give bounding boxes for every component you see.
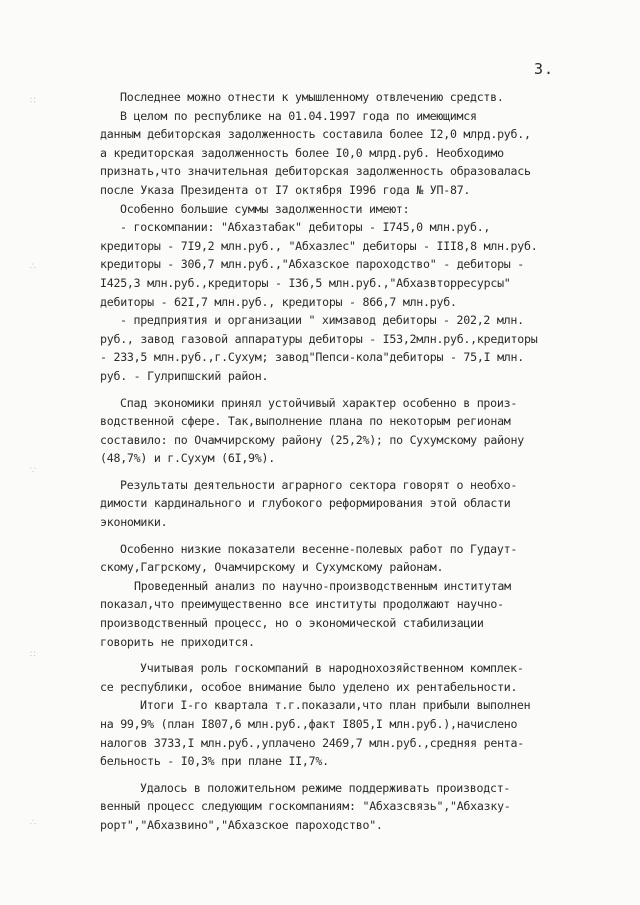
text-line: се республики, особое внимание было уделено их рентабельности. <box>100 679 518 694</box>
paragraph <box>100 218 600 311</box>
text-line: руб. - Гулрипшский район. <box>100 368 269 383</box>
text-line: составило: по Очамчирскому району (25,2%); по Сухумскому району <box>100 432 524 447</box>
paragraph <box>100 394 600 468</box>
paragraph <box>100 577 600 651</box>
text-line: - 233,5 млн.руб.,г.Сухум; завод"Пепси-кола"дебиторы - 75,I млн. <box>100 350 524 365</box>
text-line: димости кардинального и глубокого реформирования этой области <box>100 496 511 511</box>
paragraph <box>100 88 600 107</box>
text-line: венный процесс следующим госкомпаниям: "Абхазсвязь","Абхазку- <box>100 799 511 814</box>
text-line: Проведенный анализ по научно-производственным институтам <box>134 578 511 593</box>
text-line: бельность - I0,3% при плане II,7%. <box>100 754 329 769</box>
text-line: - госкомпании: "Абхазтабак" дебиторы - I745,0 млн.руб., <box>120 220 491 235</box>
paragraph-gap <box>100 651 600 659</box>
text-line: налогов 3733,I млн.руб.,уплачено 2469,7 млн.руб.,средняя рента- <box>100 735 524 750</box>
text-line: кредиторы - 7I9,2 млн.руб., "Абхазлес" дебиторы - III8,8 млн.руб. <box>100 238 538 253</box>
paragraph <box>100 311 600 385</box>
text-line: экономики. <box>100 515 168 530</box>
scan-mark: ∵ <box>30 466 36 476</box>
text-line: показал,что преимущественно все институты продолжают научно- <box>100 597 504 612</box>
text-line: В целом по республике на 01.04.1997 года по имеющимся <box>120 108 477 123</box>
scan-mark: ∷ <box>30 96 36 106</box>
text-line: Особенно большие суммы задолженности имеют: <box>120 201 410 216</box>
text-line: кредиторы - 306,7 млн.руб.,"Абхазское пароходство" - дебиторы - <box>100 257 524 272</box>
paragraph-gap <box>100 532 600 540</box>
paragraph-gap <box>100 386 600 394</box>
text-line: дебиторы - 62I,7 млн.руб., кредиторы - 866,7 млн.руб. <box>100 294 457 309</box>
paragraph <box>100 696 600 770</box>
text-line: Учитывая роль госкомпаний в народнохозяйственном комплек- <box>140 661 524 676</box>
text-line: после Указа Президента от I7 октября I996 года № УП-87. <box>100 182 471 197</box>
paragraph-gap <box>100 771 600 779</box>
paragraph <box>100 107 600 200</box>
text-line: (48,7%) и г.Сухум (6I,9%). <box>100 451 275 466</box>
text-line: Спад экономики принял устойчивый характер особенно в произ- <box>120 395 518 410</box>
text-line: Результаты деятельности аграрного сектора говорят о необхо- <box>120 477 518 492</box>
text-line: производственный процесс, но о экономической стабилизации <box>100 616 484 631</box>
text-line: Итоги I-го квартала т.г.показали,что план прибыли выполнен <box>140 698 531 713</box>
scan-mark: ∴ <box>30 818 36 828</box>
text-line: Особенно низкие показатели весенне-полевых работ по Гудаут- <box>120 541 518 556</box>
text-line: I425,3 млн.руб.,кредиторы - I36,5 млн.руб.,"Абхазвторресурсы" <box>100 275 511 290</box>
paragraph <box>100 200 600 219</box>
text-line: руб., завод газовой аппаратуры дебиторы - I53,2млн.руб.,кредиторы <box>100 331 538 346</box>
text-line: данным дебиторская задолженность составила более I2,0 млрд.руб., <box>100 127 531 142</box>
text-line: Удалось в положительном режиме поддерживать производст- <box>140 780 511 795</box>
paragraph-gap <box>100 468 600 476</box>
document-body <box>100 88 600 835</box>
text-line: говорить не приходится. <box>100 634 255 649</box>
text-line: - предприятия и организации " химзавод дебиторы - 202,2 млн. <box>120 313 524 328</box>
paragraph <box>100 779 600 835</box>
text-line: рорт","Абхазвино","Абхазское пароходство". <box>100 817 383 832</box>
paragraph <box>100 476 600 532</box>
scan-mark: ∷ <box>30 650 36 660</box>
text-line: на 99,9% (план I807,6 млн.руб.,факт I805,I млн.руб.),начислено <box>100 717 518 731</box>
paragraph <box>100 540 600 577</box>
text-line: Последнее можно отнести к умышленному отвлечению средств. <box>120 90 504 104</box>
text-line: а кредиторская задолженность более I0,0 млрд.руб. Необходимо <box>100 145 504 160</box>
text-line: скому,Гагрскому, Очамчирскому и Сухумскому районам. <box>100 560 444 575</box>
text-line: признать,что значительная дебиторская задолженность образовалась <box>100 164 531 179</box>
scan-mark: ∴ <box>30 262 36 272</box>
page-number: 3. <box>534 60 555 78</box>
paragraph <box>100 659 600 696</box>
text-line: водственной сфере. Так,выполнение плана по некоторым регионам <box>100 414 511 429</box>
